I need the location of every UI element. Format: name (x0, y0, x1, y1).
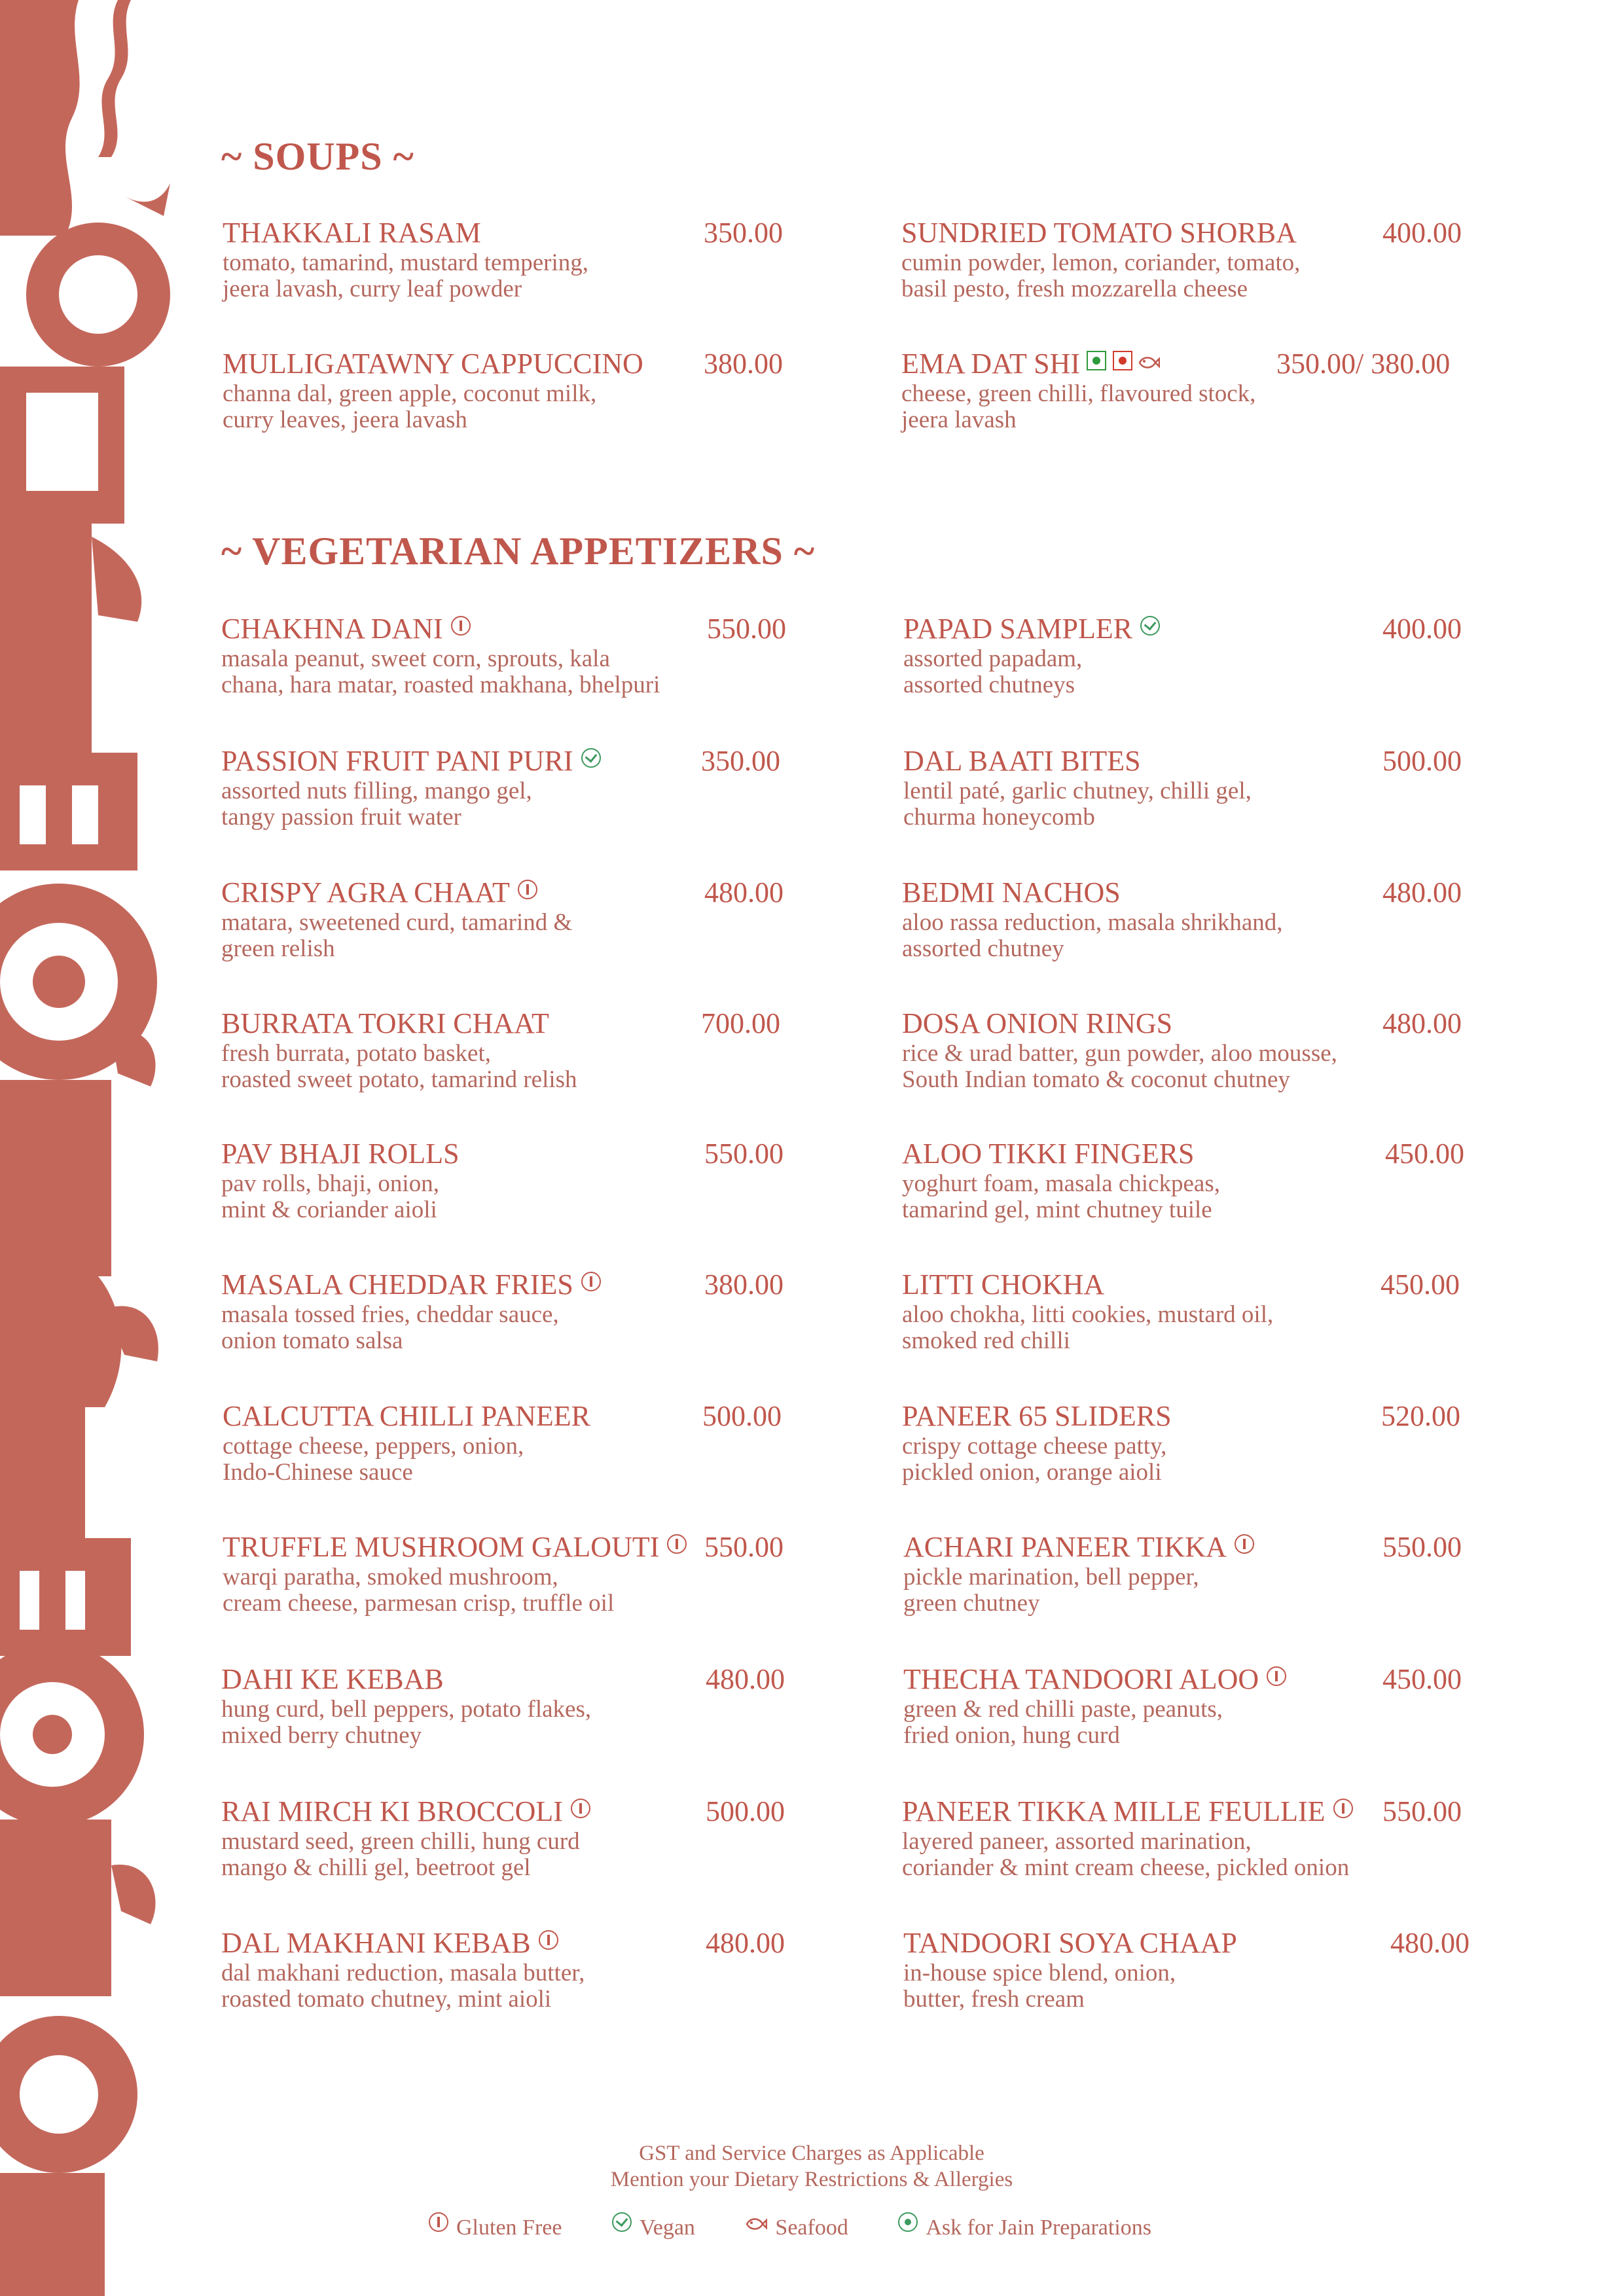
item-price: 380.00 (704, 1268, 784, 1300)
non-veg-indicator-icon (1113, 351, 1132, 370)
item-name: TRUFFLE MUSHROOM GALOUTI (223, 1530, 687, 1564)
item-price: 350.00 (704, 217, 783, 249)
item-name: LITTI CHOKHA (902, 1268, 1105, 1300)
section-title-soups: ~ SOUPS ~ (221, 135, 414, 178)
item-name: DAL BAATI BITES (903, 745, 1141, 777)
item-price: 480.00 (1382, 1007, 1462, 1039)
item-description: channa dal, green apple, coconut milk, curry leaves, jeera lavash (223, 380, 597, 433)
item-name: CALCUTTA CHILLI PANEER (223, 1400, 590, 1432)
section-title-vegetarian-appetizers: ~ VEGETARIAN APPETIZERS ~ (221, 529, 816, 573)
dietary-legend (429, 2212, 1196, 2240)
item-price: 550.00 (704, 1138, 784, 1170)
item-name: ALOO TIKKI FINGERS (902, 1138, 1195, 1170)
item-description: aloo chokha, litti cookies, mustard oil, smoked red chilli (902, 1301, 1274, 1354)
item-price: 450.00 (1382, 1663, 1462, 1695)
gluten-free-icon (451, 616, 471, 636)
item-description: cottage cheese, peppers, onion, Indo-Chinese sauce (223, 1433, 524, 1486)
gluten-free-icon (581, 1272, 601, 1291)
item-price: 480.00 (1382, 876, 1462, 908)
item-name: THAKKALI RASAM (223, 217, 481, 249)
item-description: masala peanut, sweet corn, sprouts, kala chana, hara matar, roasted makhana, bhelpuri (221, 645, 660, 698)
item-name: CRISPY AGRA CHAAT (221, 876, 537, 909)
item-name: SUNDRIED TOMATO SHORBA (901, 217, 1297, 249)
vegan-icon (612, 2212, 632, 2232)
item-description: tomato, tamarind, mustard tempering, jeera lavash, curry leaf powder (223, 249, 588, 302)
item-name: MULLIGATAWNY CAPPUCCINO (223, 348, 643, 380)
item-price: 480.00 (706, 1663, 785, 1695)
item-description: masala tossed fries, cheddar sauce, onion tomato salsa (221, 1301, 559, 1354)
item-description: pav rolls, bhaji, onion, mint & coriander aioli (221, 1170, 439, 1223)
item-price: 450.00 (1380, 1268, 1460, 1300)
item-description: mustard seed, green chilli, hung curd mango & chilli gel, beetroot gel (221, 1828, 580, 1881)
item-name: PAV BHAJI ROLLS (221, 1138, 460, 1170)
item-price: 550.00 (1382, 1531, 1462, 1563)
legend-jain: Ask for Jain Preparations (898, 2212, 1151, 2240)
item-name: TANDOORI SOYA CHAAP (903, 1927, 1237, 1959)
item-name: DOSA ONION RINGS (902, 1007, 1173, 1039)
item-price: 400.00 (1382, 613, 1462, 645)
item-price: 350.00/ 380.00 (1276, 348, 1451, 380)
gluten-free-icon (571, 1799, 590, 1818)
legend-vegan: Vegan (612, 2212, 695, 2240)
gluten-free-icon (518, 880, 537, 899)
item-price: 380.00 (704, 348, 783, 380)
item-name: PASSION FRUIT PANI PURI (221, 744, 601, 778)
item-price: 500.00 (1382, 745, 1462, 777)
item-price: 450.00 (1385, 1138, 1464, 1170)
item-description: lentil paté, garlic chutney, chilli gel, churma honeycomb (903, 778, 1252, 831)
item-description: warqi paratha, smoked mushroom, cream cheese, parmesan crisp, truffle oil (223, 1564, 615, 1617)
legend-gluten-free: Gluten Free (429, 2212, 562, 2240)
item-price: 400.00 (1382, 217, 1462, 249)
item-name: PAPAD SAMPLER (903, 612, 1160, 645)
item-description: cumin powder, lemon, coriander, tomato, basil pesto, fresh mozzarella cheese (901, 249, 1301, 302)
item-name: DAL MAKHANI KEBAB (221, 1926, 558, 1960)
item-description: yoghurt foam, masala chickpeas, tamarind gel, mint chutney tuile (902, 1170, 1220, 1223)
item-price: 550.00 (704, 1531, 784, 1563)
item-price: 350.00 (701, 745, 780, 777)
item-price: 550.00 (1382, 1795, 1462, 1827)
item-price: 700.00 (701, 1007, 780, 1039)
item-name: THECHA TANDOORI ALOO (903, 1662, 1286, 1696)
jain-icon (898, 2212, 918, 2232)
item-price: 500.00 (706, 1795, 785, 1827)
item-price: 500.00 (702, 1400, 782, 1432)
seafood-icon (745, 2215, 767, 2233)
item-description: crispy cottage cheese patty, pickled onion, orange aioli (902, 1433, 1167, 1486)
item-description: rice & urad batter, gun powder, aloo mousse, South Indian tomato & coconut chutney (902, 1040, 1337, 1093)
item-description: assorted nuts filling, mango gel, tangy passion fruit water (221, 778, 532, 831)
item-name: PANEER 65 SLIDERS (902, 1400, 1172, 1432)
item-description: layered paneer, assorted marination, coriander & mint cream cheese, pickled onion (902, 1828, 1350, 1881)
item-description: dal makhani reduction, masala butter, roasted tomato chutney, mint aioli (221, 1960, 585, 2013)
item-description: pickle marination, bell pepper, green chutney (903, 1564, 1199, 1617)
item-name: ACHARI PANEER TIKKA (903, 1530, 1254, 1564)
item-description: matara, sweetened curd, tamarind & green relish (221, 909, 573, 962)
item-name: EMA DAT SHI (901, 347, 1160, 380)
item-description: green & red chilli paste, peanuts, fried onion, hung curd (903, 1696, 1223, 1749)
item-price: 550.00 (707, 613, 786, 645)
item-description: assorted papadam, assorted chutneys (903, 645, 1083, 698)
item-description: fresh burrata, potato basket, roasted sweet potato, tamarind relish (221, 1040, 577, 1093)
item-name: DAHI KE KEBAB (221, 1663, 444, 1695)
decorative-border-art (0, 0, 177, 2296)
gluten-free-icon (1235, 1534, 1254, 1554)
gluten-free-icon (667, 1534, 687, 1554)
item-description: hung curd, bell peppers, potato flakes, mixed berry chutney (221, 1696, 592, 1749)
legend-seafood: Seafood (745, 2215, 848, 2240)
item-description: in-house spice blend, onion, butter, fresh cream (903, 1960, 1176, 2013)
veg-indicator-icon (1087, 351, 1106, 370)
item-name: RAI MIRCH KI BROCCOLI (221, 1795, 590, 1828)
item-name: MASALA CHEDDAR FRIES (221, 1268, 601, 1301)
item-description: aloo rassa reduction, masala shrikhand, assorted chutney (902, 909, 1283, 962)
seafood-icon (1138, 353, 1160, 372)
item-price: 480.00 (706, 1927, 785, 1959)
gluten-free-icon (1333, 1799, 1353, 1818)
gluten-free-icon (539, 1930, 558, 1950)
item-name: CHAKHNA DANI (221, 612, 471, 645)
item-name: PANEER TIKKA MILLE FEULLIE (902, 1795, 1353, 1828)
vegan-icon (581, 748, 601, 768)
item-price: 480.00 (1390, 1927, 1470, 1959)
item-price: 480.00 (704, 876, 784, 908)
item-description: cheese, green chilli, flavoured stock, jeera lavash (901, 380, 1256, 433)
item-price: 520.00 (1381, 1400, 1460, 1432)
item-name: BURRATA TOKRI CHAAT (221, 1007, 549, 1039)
gluten-free-icon (429, 2212, 448, 2232)
vegan-icon (1140, 616, 1160, 636)
item-name: BEDMI NACHOS (902, 876, 1121, 908)
gluten-free-icon (1267, 1666, 1286, 1686)
